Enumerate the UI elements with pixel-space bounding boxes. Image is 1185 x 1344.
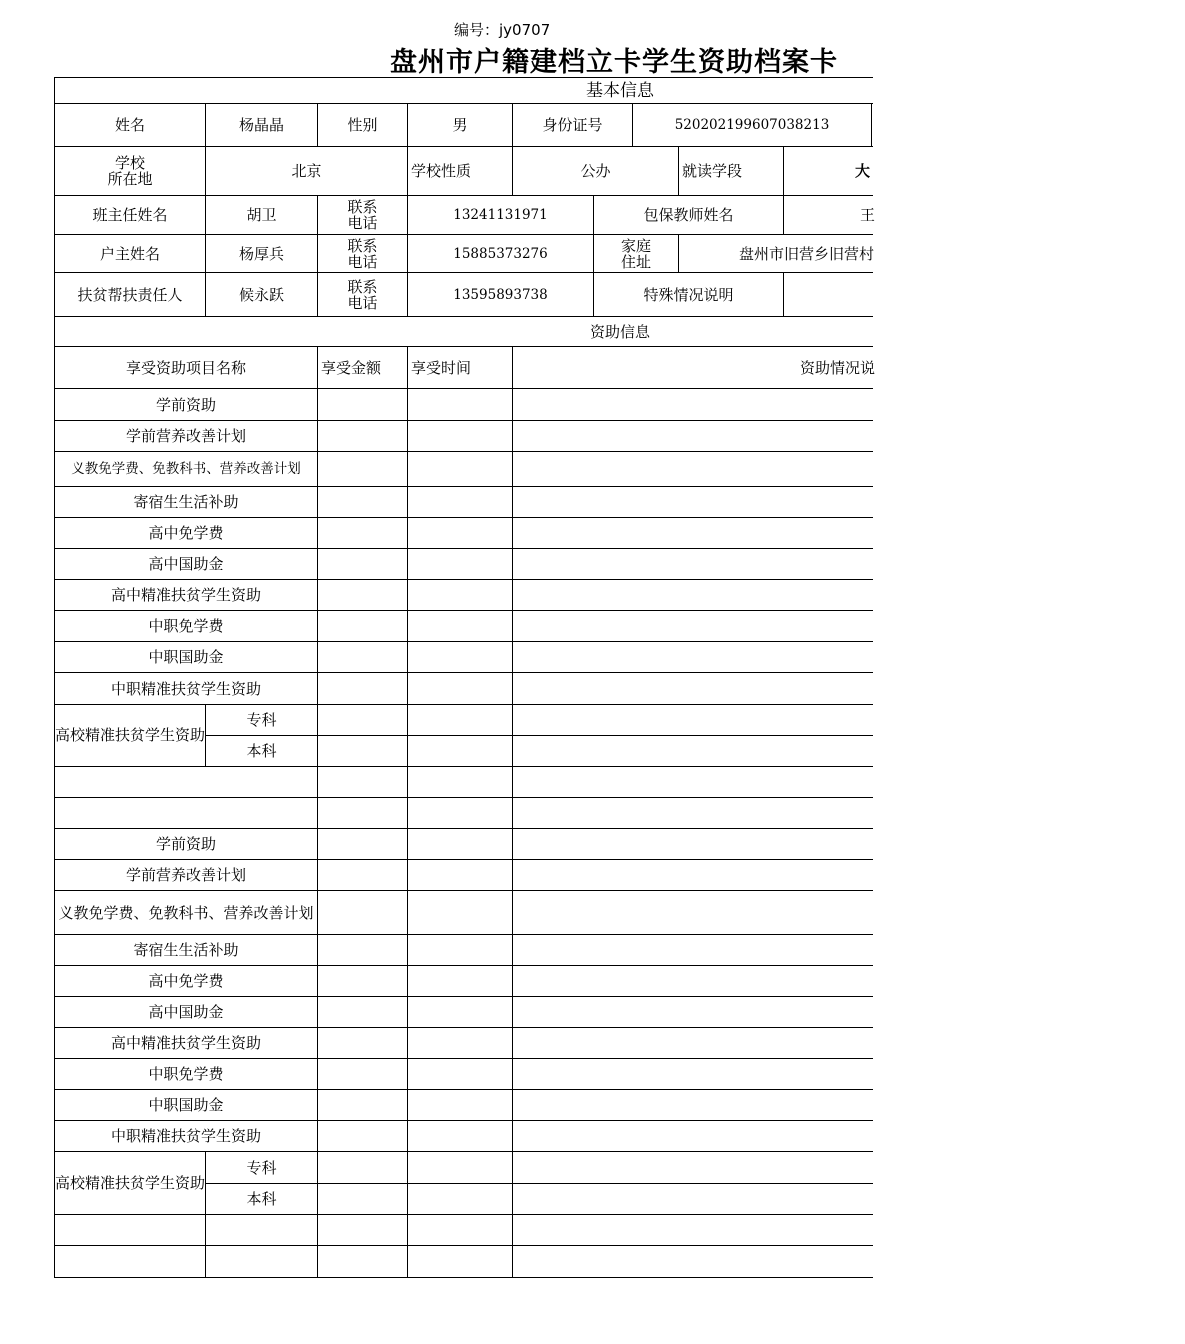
aid-item: 学前资助	[155, 835, 216, 853]
archive-card-table	[54, 77, 876, 1278]
serial-number	[454, 19, 550, 40]
aid-item: 义教免学费、免教科书、营养改善计划	[71, 461, 301, 477]
basic-info-heading: 基本信息	[586, 80, 654, 101]
stage-label: 就读学段	[682, 162, 743, 180]
school-type-label: 学校性质	[411, 162, 472, 180]
school-type-value: 公办	[580, 162, 611, 180]
aid-item: 义教免学费、免教科书、营养改善计划	[58, 903, 314, 922]
aid-item: 高中精准扶贫学生资助	[110, 586, 261, 604]
aid-item: 高中免学费	[148, 524, 224, 542]
aid-item: 学前营养改善计划	[125, 427, 246, 445]
special-note-label: 特殊情况说明	[643, 285, 734, 304]
helper-label: 扶贫帮扶责任人	[77, 285, 183, 304]
page-title: 盘州市户籍建档立卡学生资助档案卡	[390, 47, 838, 78]
contact-label-line1: 联系	[347, 236, 378, 255]
contact-label-line1: 联系	[347, 198, 378, 216]
aid-item: 高中免学费	[148, 972, 224, 990]
school-location-label	[55, 147, 205, 195]
aid-item: 寄宿生生活补助	[133, 493, 239, 511]
guarantee-teacher-value: 王	[860, 206, 876, 224]
college-aid-label: 高校精准扶贫学生资助	[55, 726, 206, 744]
college-sub-benke: 本科	[246, 742, 277, 760]
aid-item: 中职免学费	[148, 1065, 224, 1083]
aid-item: 学前营养改善计划	[125, 866, 246, 884]
aid-item: 中职国助金	[148, 648, 224, 666]
contact-label-line2: 电话	[347, 293, 378, 312]
contact-label-line1: 联系	[347, 277, 378, 296]
college-aid-label: 高校精准扶贫学生资助	[55, 1173, 206, 1192]
head-teacher-phone: 13241131971	[453, 207, 548, 223]
head-teacher-label: 班主任姓名	[92, 206, 168, 224]
aid-item: 高中国助金	[148, 555, 224, 573]
col-time-header: 享受时间	[411, 358, 472, 377]
address-label	[594, 235, 678, 272]
address-value: 盘州市旧营乡旧营村	[739, 244, 875, 263]
serial-label: 编号：	[454, 21, 500, 39]
aid-item: 高中国助金	[148, 1003, 224, 1021]
householder-phone: 15885373276	[453, 245, 548, 262]
special-note-value	[784, 273, 873, 316]
householder-value: 杨厚兵	[238, 244, 284, 263]
stage-value: 大	[855, 162, 871, 180]
aid-item: 中职国助金	[148, 1096, 224, 1114]
name-value: 杨晶晶	[238, 116, 284, 134]
guarantee-teacher-label: 包保教师姓名	[643, 206, 734, 224]
aid-item: 中职精准扶贫学生资助	[110, 1127, 261, 1145]
helper-phone: 13595893738	[453, 286, 548, 303]
householder-contact-label	[318, 235, 407, 272]
address-label-line1: 家庭	[620, 236, 651, 255]
gender-label: 性别	[347, 116, 378, 134]
address-label-line2: 住址	[620, 252, 651, 271]
helper-value: 候永跃	[238, 285, 284, 304]
aid-item: 高中精准扶贫学生资助	[110, 1034, 261, 1052]
contact-label-line2: 电话	[347, 214, 378, 232]
householder-label: 户主姓名	[99, 244, 160, 263]
col-project-header: 享受资助项目名称	[125, 358, 246, 377]
college-sub-benke: 本科	[246, 1190, 277, 1208]
aid-item: 中职免学费	[148, 617, 224, 635]
col-amount-header: 享受金额	[321, 358, 382, 377]
serial-value: jy0707	[499, 21, 551, 39]
aid-info-heading: 资助信息	[589, 322, 650, 341]
id-value: 520202199607038213	[674, 117, 830, 133]
name-label: 姓名	[114, 116, 145, 134]
aid-item: 寄宿生生活补助	[133, 941, 239, 959]
col-note-header: 资助情况说	[800, 358, 876, 377]
college-sub-zhuanke: 专科	[246, 1158, 277, 1177]
aid-item: 中职精准扶贫学生资助	[110, 679, 261, 698]
head-teacher-contact-label	[318, 196, 407, 234]
head-teacher-value: 胡卫	[246, 206, 277, 224]
aid-item: 学前资助	[155, 395, 216, 414]
contact-label-line2: 电话	[347, 252, 378, 271]
school-location-label-line2: 所在地	[107, 170, 153, 188]
gender-value: 男	[452, 116, 468, 134]
id-label: 身份证号	[542, 116, 603, 134]
college-sub-zhuanke: 专科	[246, 711, 277, 729]
helper-contact-label	[318, 273, 407, 316]
school-location-value: 北京	[291, 162, 322, 180]
school-location-label-line1: 学校	[114, 154, 145, 172]
